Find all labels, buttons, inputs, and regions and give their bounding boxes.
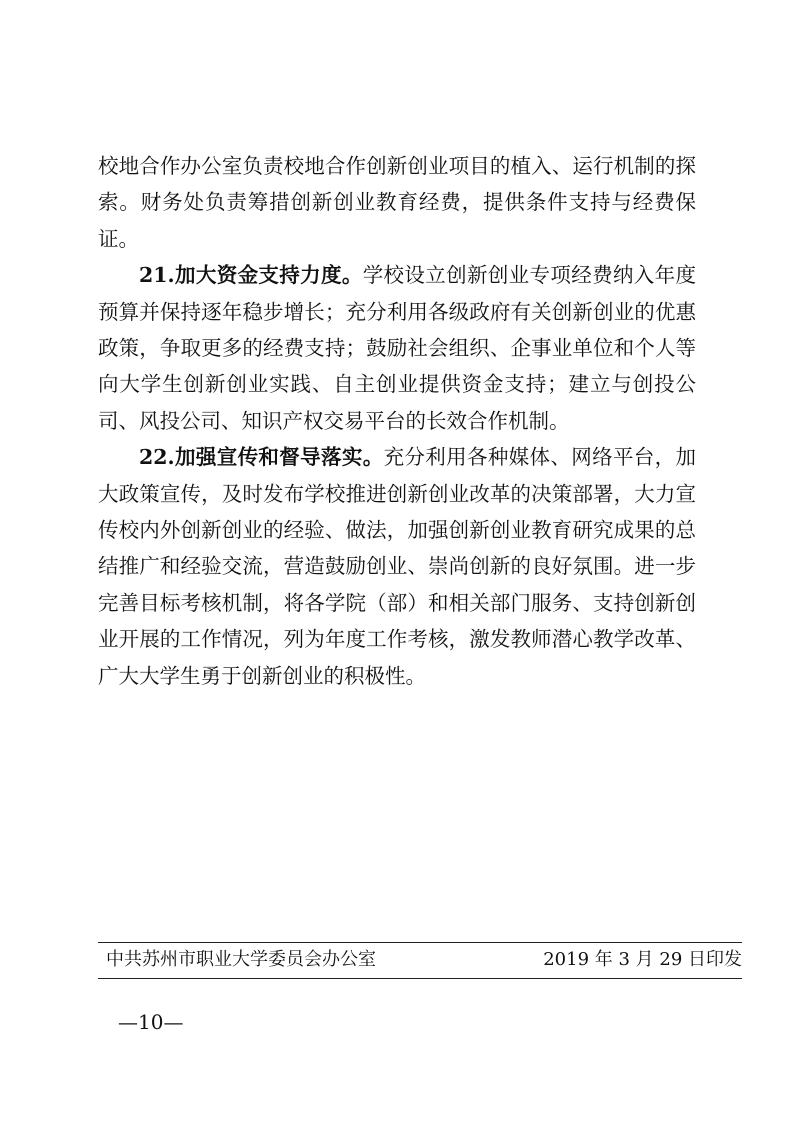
- paragraph-text: 充分利用各种媒体、网络平台，加大政策宣传，及时发布学校推进创新创业改革的决策部署，大力宣传校内外创新创业的经验、做法，加强创新创业教育研究成果的总结推广和经验交流，营造鼓励创业、崇尚创新的良好氛围。进一步完善目标考核机制，将各学院（部）和相关部门服务、支持创新创业开展的工作情况，列为年度工作考核，激发教师潜心教学改革、广大大学生勇于创新创业的积极性。: [98, 445, 697, 688]
- section-heading-21: 21.加大资金支持力度。: [139, 263, 363, 288]
- paragraph-text: 校地合作办公室负责校地合作创新创业项目的植入、运行机制的探索。财务处负责筹措创新创业教育经费，提供条件支持与经费保证。: [98, 154, 696, 251]
- footer-top-rule: [98, 942, 742, 943]
- paragraph-21: [98, 257, 696, 439]
- section-heading-22: 22.加强宣传和督导落实。: [139, 445, 384, 470]
- footer-bottom-rule: [98, 978, 742, 979]
- issuing-organization: 中共苏州市职业大学委员会办公室: [106, 949, 376, 970]
- issue-date: 2019 年 3 月 29 日印发: [543, 949, 742, 970]
- page-number: —10—: [118, 1010, 184, 1034]
- paragraph-22: [98, 439, 696, 694]
- paragraph-continuation: [98, 148, 696, 257]
- paragraph-text: 学校设立创新创业专项经费纳入年度预算并保持逐年稳步增长；充分利用各级政府有关创新创业的优惠政策，争取更多的经费支持；鼓励社会组织、企事业单位和个人等向大学生创新创业实践、自主创业提供资金支持；建立与创投公司、风投公司、知识产权交易平台的长效合作机制。: [98, 263, 696, 433]
- document-body: [98, 148, 696, 694]
